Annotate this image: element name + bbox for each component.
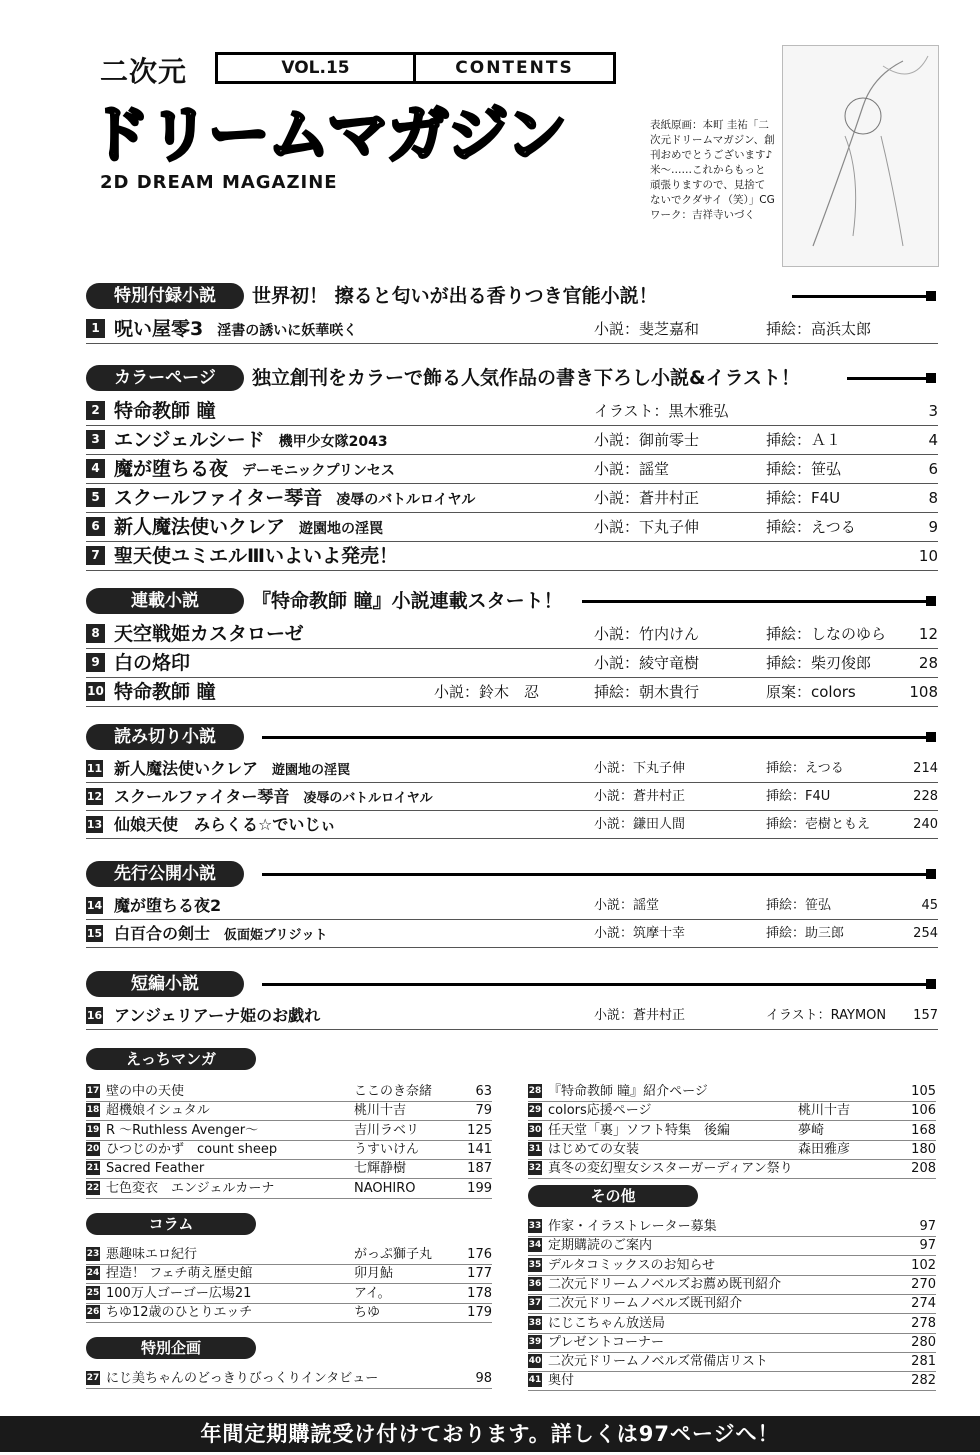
item-page: 240 <box>913 817 938 832</box>
item-number: 25 <box>86 1287 100 1298</box>
toc-row[interactable] <box>86 455 938 484</box>
list-item[interactable] <box>528 1371 936 1391</box>
item-title: にじ美ちゃんのどっきりびっくりインタビュー <box>106 1371 379 1386</box>
section-headline: 独立創刊をカラーで飾る人気作品の書き下ろし小説&イラスト！ <box>252 367 801 389</box>
item-title: 超機娘イシュタル <box>106 1103 210 1119</box>
item-credit-2: 原案：colors <box>766 683 856 701</box>
item-number: 6 <box>86 517 105 536</box>
item-title <box>114 513 383 543</box>
toc-row[interactable] <box>86 542 938 571</box>
item-title-text: スクールファイター琴音 <box>114 787 290 806</box>
toc-row[interactable] <box>86 812 938 839</box>
section-label: 先行公開小説 <box>86 861 244 887</box>
list-item[interactable] <box>86 1264 492 1284</box>
item-title <box>114 426 388 456</box>
item-title <box>114 812 336 838</box>
list-item[interactable] <box>86 1284 492 1304</box>
toc-row[interactable] <box>86 678 938 707</box>
item-title: はじめての女装 <box>548 1141 640 1157</box>
item-title: 真冬の変幻聖女シスターガーディアン祭り <box>548 1161 793 1177</box>
item-credit-2: 挿絵：笹弘 <box>766 898 832 913</box>
contents-label: CONTENTS <box>455 58 574 78</box>
item-title-text: 呪い屋零3 <box>114 318 204 340</box>
item-number: 18 <box>86 1105 100 1116</box>
item-credit-2: 挿絵：壱樹ともえ <box>766 817 871 832</box>
item-author: ここのき奈緒 <box>354 1084 433 1099</box>
item-number: 31 <box>528 1143 542 1154</box>
item-title: Sacred Feather <box>106 1161 205 1177</box>
section-rule <box>792 295 934 298</box>
section-label: 読み切り小説 <box>86 724 244 750</box>
list-item[interactable] <box>86 1140 492 1160</box>
item-number: 28 <box>528 1086 542 1096</box>
list-item[interactable] <box>528 1101 936 1121</box>
toc-row[interactable] <box>86 921 938 948</box>
item-credit-1: イラスト：黒木雅弘 <box>594 402 729 420</box>
item-page: 10 <box>918 547 938 565</box>
list-item[interactable] <box>86 1369 492 1389</box>
item-title-text: アンジェリアーナ姫のお戯れ <box>114 1006 321 1025</box>
list-item[interactable] <box>528 1256 936 1276</box>
item-number: 41 <box>528 1375 542 1386</box>
list-item[interactable] <box>528 1217 936 1237</box>
item-credit-2: イラスト：RAYMON <box>766 1008 887 1023</box>
toc-row[interactable] <box>86 649 938 678</box>
item-page: 3 <box>928 402 938 420</box>
item-author: 桃川十吉 <box>798 1103 851 1119</box>
item-number: 20 <box>86 1143 100 1154</box>
item-title-text: スクールファイター琴音 <box>114 487 323 509</box>
item-number: 36 <box>528 1278 542 1289</box>
item-page: 254 <box>913 926 938 941</box>
toc-row[interactable] <box>86 315 938 344</box>
item-subtitle: 仮面姫ブリジット <box>224 928 328 943</box>
item-author: NAOHIRO <box>354 1180 416 1196</box>
item-page: 45 <box>921 898 938 913</box>
item-title: デルタコミックスのお知らせ <box>548 1257 716 1273</box>
item-credit-2: 挿絵：柴刃俊郎 <box>766 654 872 672</box>
item-title: 任天堂「裏」ソフト特集 後編 <box>548 1122 731 1138</box>
item-number: 7 <box>86 546 105 565</box>
item-credit-2: 挿絵：えつる <box>766 518 856 536</box>
section-label: 連載小説 <box>86 588 244 614</box>
item-number: 9 <box>86 653 105 672</box>
item-number: 13 <box>86 818 103 831</box>
item-title-text: 白の烙印 <box>114 652 191 674</box>
toc-row[interactable] <box>86 484 938 513</box>
item-credit-1: 小説：鎌田人間 <box>594 817 686 832</box>
item-page: 12 <box>918 625 938 643</box>
item-author: がっぷ獅子丸 <box>354 1247 433 1262</box>
item-page: 208 <box>911 1161 936 1177</box>
item-number: 12 <box>86 790 103 803</box>
list-item[interactable] <box>528 1121 936 1141</box>
item-number: 27 <box>86 1373 100 1383</box>
item-author: 七輝静樹 <box>354 1161 407 1177</box>
item-title-text: 魔が堕ちる夜2 <box>114 896 222 915</box>
item-author: アイ。 <box>354 1285 391 1301</box>
item-page: 97 <box>919 1219 936 1234</box>
item-number: 10 <box>86 682 105 701</box>
item-title <box>114 542 398 570</box>
item-author: 夢崎 <box>798 1122 825 1138</box>
list-item[interactable] <box>528 1140 936 1160</box>
list-item[interactable] <box>528 1236 936 1256</box>
item-number: 11 <box>86 762 103 775</box>
item-subtitle: 凌辱のバトルロイヤル <box>303 791 433 806</box>
item-subtitle: 遊園地の淫罠 <box>272 763 351 778</box>
item-title <box>114 484 475 514</box>
item-number: 19 <box>86 1124 100 1135</box>
item-page: 179 <box>467 1304 492 1320</box>
item-title: 奥付 <box>548 1373 575 1389</box>
logo-main: ドリームマガジン <box>88 98 566 171</box>
item-title: 定期購読のご案内 <box>548 1238 653 1254</box>
toc-row[interactable] <box>86 397 938 426</box>
section-rule <box>262 873 934 876</box>
item-title-text: エンジェルシード <box>114 429 265 451</box>
item-page: 141 <box>467 1141 492 1157</box>
volume-box <box>215 52 616 84</box>
item-number: 40 <box>528 1356 542 1367</box>
list-item[interactable] <box>528 1333 936 1353</box>
item-title-text: 天空戦姫カスタローゼ <box>114 623 304 645</box>
item-number: 33 <box>528 1221 542 1231</box>
list-item[interactable] <box>528 1352 936 1372</box>
item-title-text: 仙娘天使 みらくる☆でいじぃ <box>114 815 337 834</box>
item-page: 178 <box>467 1285 492 1301</box>
item-page: 177 <box>467 1266 492 1282</box>
item-page: 8 <box>928 489 938 507</box>
toc-row[interactable] <box>86 893 938 920</box>
item-page: 106 <box>911 1103 936 1119</box>
item-number: 22 <box>86 1182 100 1193</box>
item-credit-0: 小説：鈴木 忍 <box>434 683 540 701</box>
item-subtitle: 機甲少女隊2043 <box>278 434 388 450</box>
item-number: 32 <box>528 1163 542 1174</box>
item-page: 105 <box>911 1084 936 1099</box>
item-credit-1: 小説：斐芝嘉和 <box>594 320 700 338</box>
item-credit-1: 小説：謡堂 <box>594 898 660 913</box>
list-item[interactable] <box>86 1082 492 1102</box>
list-item[interactable] <box>86 1121 492 1141</box>
item-title <box>114 397 216 425</box>
item-page: 214 <box>913 761 938 776</box>
logo-top: 二次元 <box>100 55 188 88</box>
section-headline: 世界初！ 擦ると匂いが出る香りつき官能小説！ <box>252 285 658 307</box>
item-number: 23 <box>86 1249 100 1259</box>
item-title: 悪趣味エロ紀行 <box>106 1247 198 1262</box>
toc-row[interactable] <box>86 756 938 783</box>
item-title <box>114 1003 320 1029</box>
item-page: 278 <box>911 1315 936 1331</box>
list-item[interactable] <box>86 1179 492 1199</box>
section-headline: 『特命教師 瞳』小説連載スタート！ <box>252 590 563 612</box>
item-number: 30 <box>528 1124 542 1135</box>
toc-row[interactable] <box>86 513 938 542</box>
item-title: 捏造！ フェチ萌え歴史館 <box>106 1266 253 1282</box>
section-rule <box>847 377 934 380</box>
section-label: 短編小説 <box>86 971 244 997</box>
volume-label: VOL.15 <box>218 55 416 81</box>
logo-en: 2D DREAM MAGAZINE <box>100 172 338 193</box>
item-page: 98 <box>475 1371 492 1386</box>
item-number: 5 <box>86 488 105 507</box>
item-page: 63 <box>475 1084 492 1099</box>
item-page: 199 <box>467 1180 492 1196</box>
item-number: 29 <box>528 1105 542 1116</box>
item-credit-2: 挿絵：F4U <box>766 489 841 507</box>
item-subtitle: 遊園地の淫罠 <box>299 521 384 537</box>
item-title: 『特命教師 瞳』紹介ページ <box>548 1084 708 1099</box>
item-author: うすいけん <box>354 1141 420 1157</box>
item-credit-2: 挿絵：えつる <box>766 761 844 776</box>
item-author: 桃川十吉 <box>354 1103 407 1119</box>
subsection-label: えっちマンガ <box>86 1048 256 1070</box>
item-page: 168 <box>911 1122 936 1138</box>
item-page: 176 <box>467 1247 492 1262</box>
item-title: ちゆ12歳のひとりエッチ <box>106 1304 253 1320</box>
item-number: 24 <box>86 1268 100 1279</box>
list-item[interactable] <box>528 1294 936 1314</box>
item-title: 壁の中の天使 <box>106 1084 185 1099</box>
item-page: 108 <box>909 683 938 701</box>
item-author: 卯月鮎 <box>354 1266 394 1282</box>
item-number: 34 <box>528 1240 542 1251</box>
item-author: 吉川ラベリ <box>354 1122 420 1138</box>
item-credit-2: 挿絵：助三郎 <box>766 926 845 941</box>
item-page: 274 <box>911 1296 936 1312</box>
section-rule <box>262 736 934 739</box>
item-title: ひつじのかず count sheep <box>106 1141 278 1157</box>
item-title-text: 新人魔法使いクレア <box>114 759 259 778</box>
item-credit-1: 小説：筑摩十幸 <box>594 926 686 941</box>
cover-illustration <box>782 45 939 267</box>
item-title: 二次元ドリームノベルズお薦め既刊紹介 <box>548 1276 782 1292</box>
toc-row[interactable] <box>86 426 938 455</box>
item-number: 4 <box>86 459 105 478</box>
item-credit-1: 小説：綾守竜樹 <box>594 654 700 672</box>
item-title: R 〜Ruthless Avenger〜 <box>106 1122 259 1138</box>
item-title-text: 白百合の剣士 <box>114 924 211 943</box>
cover-caption: 表紙原画：本町 圭祐「二次元ドリームマガジン、創刊おめでとうございます♪ 米〜……これからもっと頑張りますので、見捨てないでクダサイ（笑）」CGワーク：吉祥寺いづく <box>650 119 775 221</box>
item-number: 14 <box>86 899 103 912</box>
item-number: 15 <box>86 927 103 940</box>
item-credit-1: 挿絵：朝木貴行 <box>594 683 700 701</box>
item-credit-1: 小説：謡堂 <box>594 460 670 478</box>
item-title: にじこちゃん放送局 <box>548 1315 666 1331</box>
item-number: 38 <box>528 1317 542 1328</box>
item-title-text: 特命教師 瞳 <box>114 681 216 703</box>
item-page: 4 <box>928 431 938 449</box>
item-number: 8 <box>86 624 105 643</box>
toc-row[interactable] <box>86 620 938 649</box>
item-title: プレゼントコーナー <box>548 1334 664 1350</box>
item-number: 26 <box>86 1306 100 1317</box>
item-credit-1: 小説：下丸子伸 <box>594 761 686 776</box>
item-title: 二次元ドリームノベルズ常備店リスト <box>548 1354 768 1370</box>
item-credit-2: 挿絵：Ａ１ <box>766 431 842 449</box>
item-page: 180 <box>911 1141 936 1157</box>
item-title <box>114 756 350 784</box>
list-item[interactable] <box>86 1101 492 1121</box>
item-page: 102 <box>911 1257 936 1273</box>
item-credit-2: 挿絵：F4U <box>766 789 831 804</box>
subsection-label: その他 <box>528 1185 698 1207</box>
footer-banner: 年間定期購読受け付けております。詳しくは97ページへ！ <box>0 1416 980 1452</box>
item-title <box>114 893 221 919</box>
item-title-text: 魔が堕ちる夜 <box>114 458 229 480</box>
item-title-text: 聖天使ユミエルⅢいよいよ発売！ <box>114 545 398 567</box>
toc-row[interactable] <box>86 1003 938 1030</box>
item-page: 28 <box>918 654 938 672</box>
item-number: 37 <box>528 1298 542 1309</box>
list-item[interactable] <box>86 1245 492 1265</box>
item-page: 187 <box>467 1161 492 1177</box>
item-title-text: 新人魔法使いクレア <box>114 516 286 538</box>
list-item[interactable] <box>528 1082 936 1102</box>
list-item[interactable] <box>86 1303 492 1323</box>
item-number: 21 <box>86 1163 100 1174</box>
list-item[interactable] <box>528 1275 936 1295</box>
item-credit-1: 小説：御前零士 <box>594 431 700 449</box>
item-title <box>114 921 328 949</box>
item-title: 二次元ドリームノベルズ既刊紹介 <box>548 1296 743 1312</box>
item-credit-2: 挿絵：笹弘 <box>766 460 842 478</box>
item-page: 97 <box>919 1238 936 1254</box>
item-credit-1: 小説：蒼井村正 <box>594 789 686 804</box>
item-credit-1: 小説：竹内けん <box>594 625 700 643</box>
item-title <box>114 784 433 812</box>
item-credit-2: 挿絵：高浜太郎 <box>766 320 872 338</box>
list-item[interactable] <box>528 1314 936 1334</box>
item-title: 七色変衣 エンジェルカーナ <box>106 1180 275 1196</box>
item-title <box>114 649 190 677</box>
item-page: 9 <box>928 518 938 536</box>
subsection-label: 特別企画 <box>86 1337 256 1359</box>
item-title: 100万人ゴーゴー広場21 <box>106 1285 252 1301</box>
item-credit-1: 小説：下丸子伸 <box>594 518 700 536</box>
section-rule <box>262 983 934 986</box>
item-page: 79 <box>475 1103 492 1119</box>
section-label: 特別付録小説 <box>86 283 244 309</box>
item-number: 1 <box>86 319 105 338</box>
item-page: 281 <box>911 1354 936 1370</box>
item-credit-1: 小説：蒼井村正 <box>594 1008 686 1023</box>
section-rule <box>582 600 934 603</box>
item-title <box>114 455 395 485</box>
item-number: 17 <box>86 1086 100 1096</box>
item-title <box>114 315 357 345</box>
item-number: 39 <box>528 1336 542 1347</box>
item-number: 16 <box>86 1009 103 1022</box>
item-page: 228 <box>913 789 938 804</box>
item-author: ちゆ <box>354 1304 381 1320</box>
item-page: 125 <box>467 1122 492 1138</box>
item-subtitle: 淫書の誘いに妖華咲く <box>217 323 358 339</box>
item-page: 157 <box>913 1008 938 1023</box>
subsection-label: コラム <box>86 1213 256 1235</box>
item-number: 2 <box>86 401 105 420</box>
cover-sketch-icon <box>783 46 938 266</box>
item-subtitle: デーモニックプリンセス <box>242 463 395 479</box>
item-title <box>114 678 216 706</box>
item-number: 35 <box>528 1259 542 1270</box>
item-number: 3 <box>86 430 105 449</box>
item-page: 280 <box>911 1334 936 1350</box>
item-title-text: 特命教師 瞳 <box>114 400 216 422</box>
list-item[interactable] <box>86 1159 492 1179</box>
item-subtitle: 凌辱のバトルロイヤル <box>336 492 476 508</box>
section-label: カラーページ <box>86 365 244 391</box>
item-page: 282 <box>911 1373 936 1389</box>
item-author: 森田雅彦 <box>798 1141 851 1157</box>
item-credit-1: 小説：蒼井村正 <box>594 489 700 507</box>
toc-row[interactable] <box>86 784 938 811</box>
item-page: 6 <box>928 460 938 478</box>
item-credit-2: 挿絵：しなのゆら <box>766 625 887 643</box>
item-page: 270 <box>911 1276 936 1292</box>
item-title <box>114 620 304 648</box>
item-title: colors応援ページ <box>548 1103 652 1119</box>
item-title: 作家・イラストレーター募集 <box>548 1219 717 1234</box>
list-item[interactable] <box>528 1159 936 1179</box>
